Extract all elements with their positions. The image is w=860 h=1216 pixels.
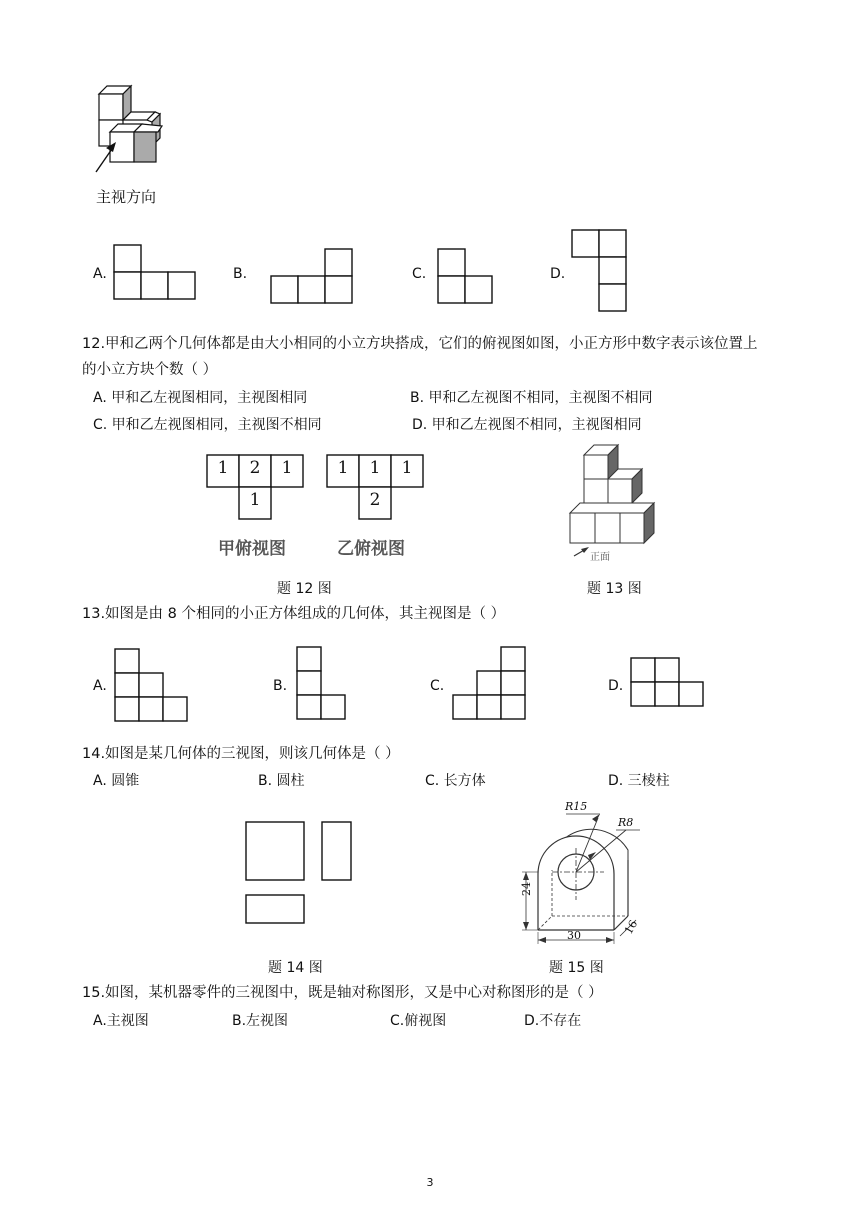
q14-option-c: C. 长方体 [425,773,486,789]
q14-three-views [244,820,354,926]
q11-option-b-figure [270,248,354,304]
q15-option-c: C.俯视图 [390,1013,447,1029]
q15-height-label: 24 [520,882,533,896]
q12-yi-cell-bottom: 2 [369,490,381,510]
q12-yi-cell-2: 1 [369,458,381,478]
q14-figure-caption: 题 14 图 [268,960,323,976]
q11-option-d-label: D. [550,266,566,282]
q14-option-d: D. 三棱柱 [608,773,670,789]
q13-option-b-figure [296,646,348,721]
q13-option-b-label: B. [273,678,288,694]
q14-stem: 14.如图是某几何体的三视图，则该几何体是（ ） [82,746,400,762]
q13-figure-caption: 题 13 图 [587,581,642,597]
q12-option-c: C. 甲和乙左视图相同，主视图不相同 [93,417,322,433]
q13-cube-figure [562,441,672,557]
q12-jia-cell-3: 1 [281,458,293,478]
q12-option-b: B. 甲和乙左视图不相同，主视图不相同 [410,390,653,406]
q13-front-label: 正面 [590,552,610,563]
q13-option-c-label: C. [430,678,445,694]
q11-direction-label: 主视方向 [96,188,157,206]
q15-radius-inner-label: R8 [618,816,634,829]
q12-jia-cell-2: 2 [249,458,261,478]
q13-option-c-figure [452,646,528,721]
q15-option-d: D.不存在 [524,1013,582,1029]
q15-depth-label: 16 [622,917,641,937]
q15-option-a: A.主视图 [93,1013,149,1029]
q13-option-a-figure [114,648,190,723]
q14-option-b: B. 圆柱 [258,773,305,789]
q12-yi-cell-3: 1 [401,458,413,478]
q12-yi-caption: 乙俯视图 [337,539,405,559]
q12-stem-line1: 12.甲和乙两个几何体都是由大小相同的小立方块搭成，它们的俯视图如图，小正方形中数字表示该位置上 [82,336,758,352]
q13-option-d-figure [630,657,706,709]
q11-option-d-figure [571,229,629,313]
q13-stem: 13.如图是由 8 个相同的小正方体组成的几何体，其主视图是（ ） [82,606,506,622]
q13-option-d-label: D. [608,678,624,694]
q12-figure-caption: 题 12 图 [277,581,332,597]
q11-cube-figure [90,80,170,175]
q11-option-a-label: A. [93,266,107,282]
q12-option-a: A. 甲和乙左视图相同，主视图相同 [93,390,308,406]
q12-option-d: D. 甲和乙左视图不相同，主视图相同 [412,417,642,433]
page-number: 3 [426,1176,434,1189]
q11-option-c-label: C. [412,266,427,282]
q13-option-a-label: A. [93,678,107,694]
q11-option-a-figure [113,244,197,300]
q12-yi-cell-1: 1 [337,458,349,478]
q12-jia-cell-bottom: 1 [249,490,261,510]
q15-stem: 15.如图，某机器零件的三视图中，既是轴对称图形，又是中心对称图形的是（ ） [82,985,603,1001]
q12-jia-caption: 甲俯视图 [218,539,286,559]
q11-option-c-figure [437,248,495,304]
q15-width-label: 30 [567,929,581,942]
q12-jia-cell-1: 1 [217,458,229,478]
q15-option-b: B.左视图 [232,1013,289,1029]
q14-option-a: A. 圆锥 [93,773,140,789]
q11-option-b-label: B. [233,266,248,282]
q15-radius-outer-label: R15 [565,800,588,813]
q15-figure-caption: 题 15 图 [549,960,604,976]
q12-stem-line2: 的小立方块个数（ ） [82,362,218,378]
